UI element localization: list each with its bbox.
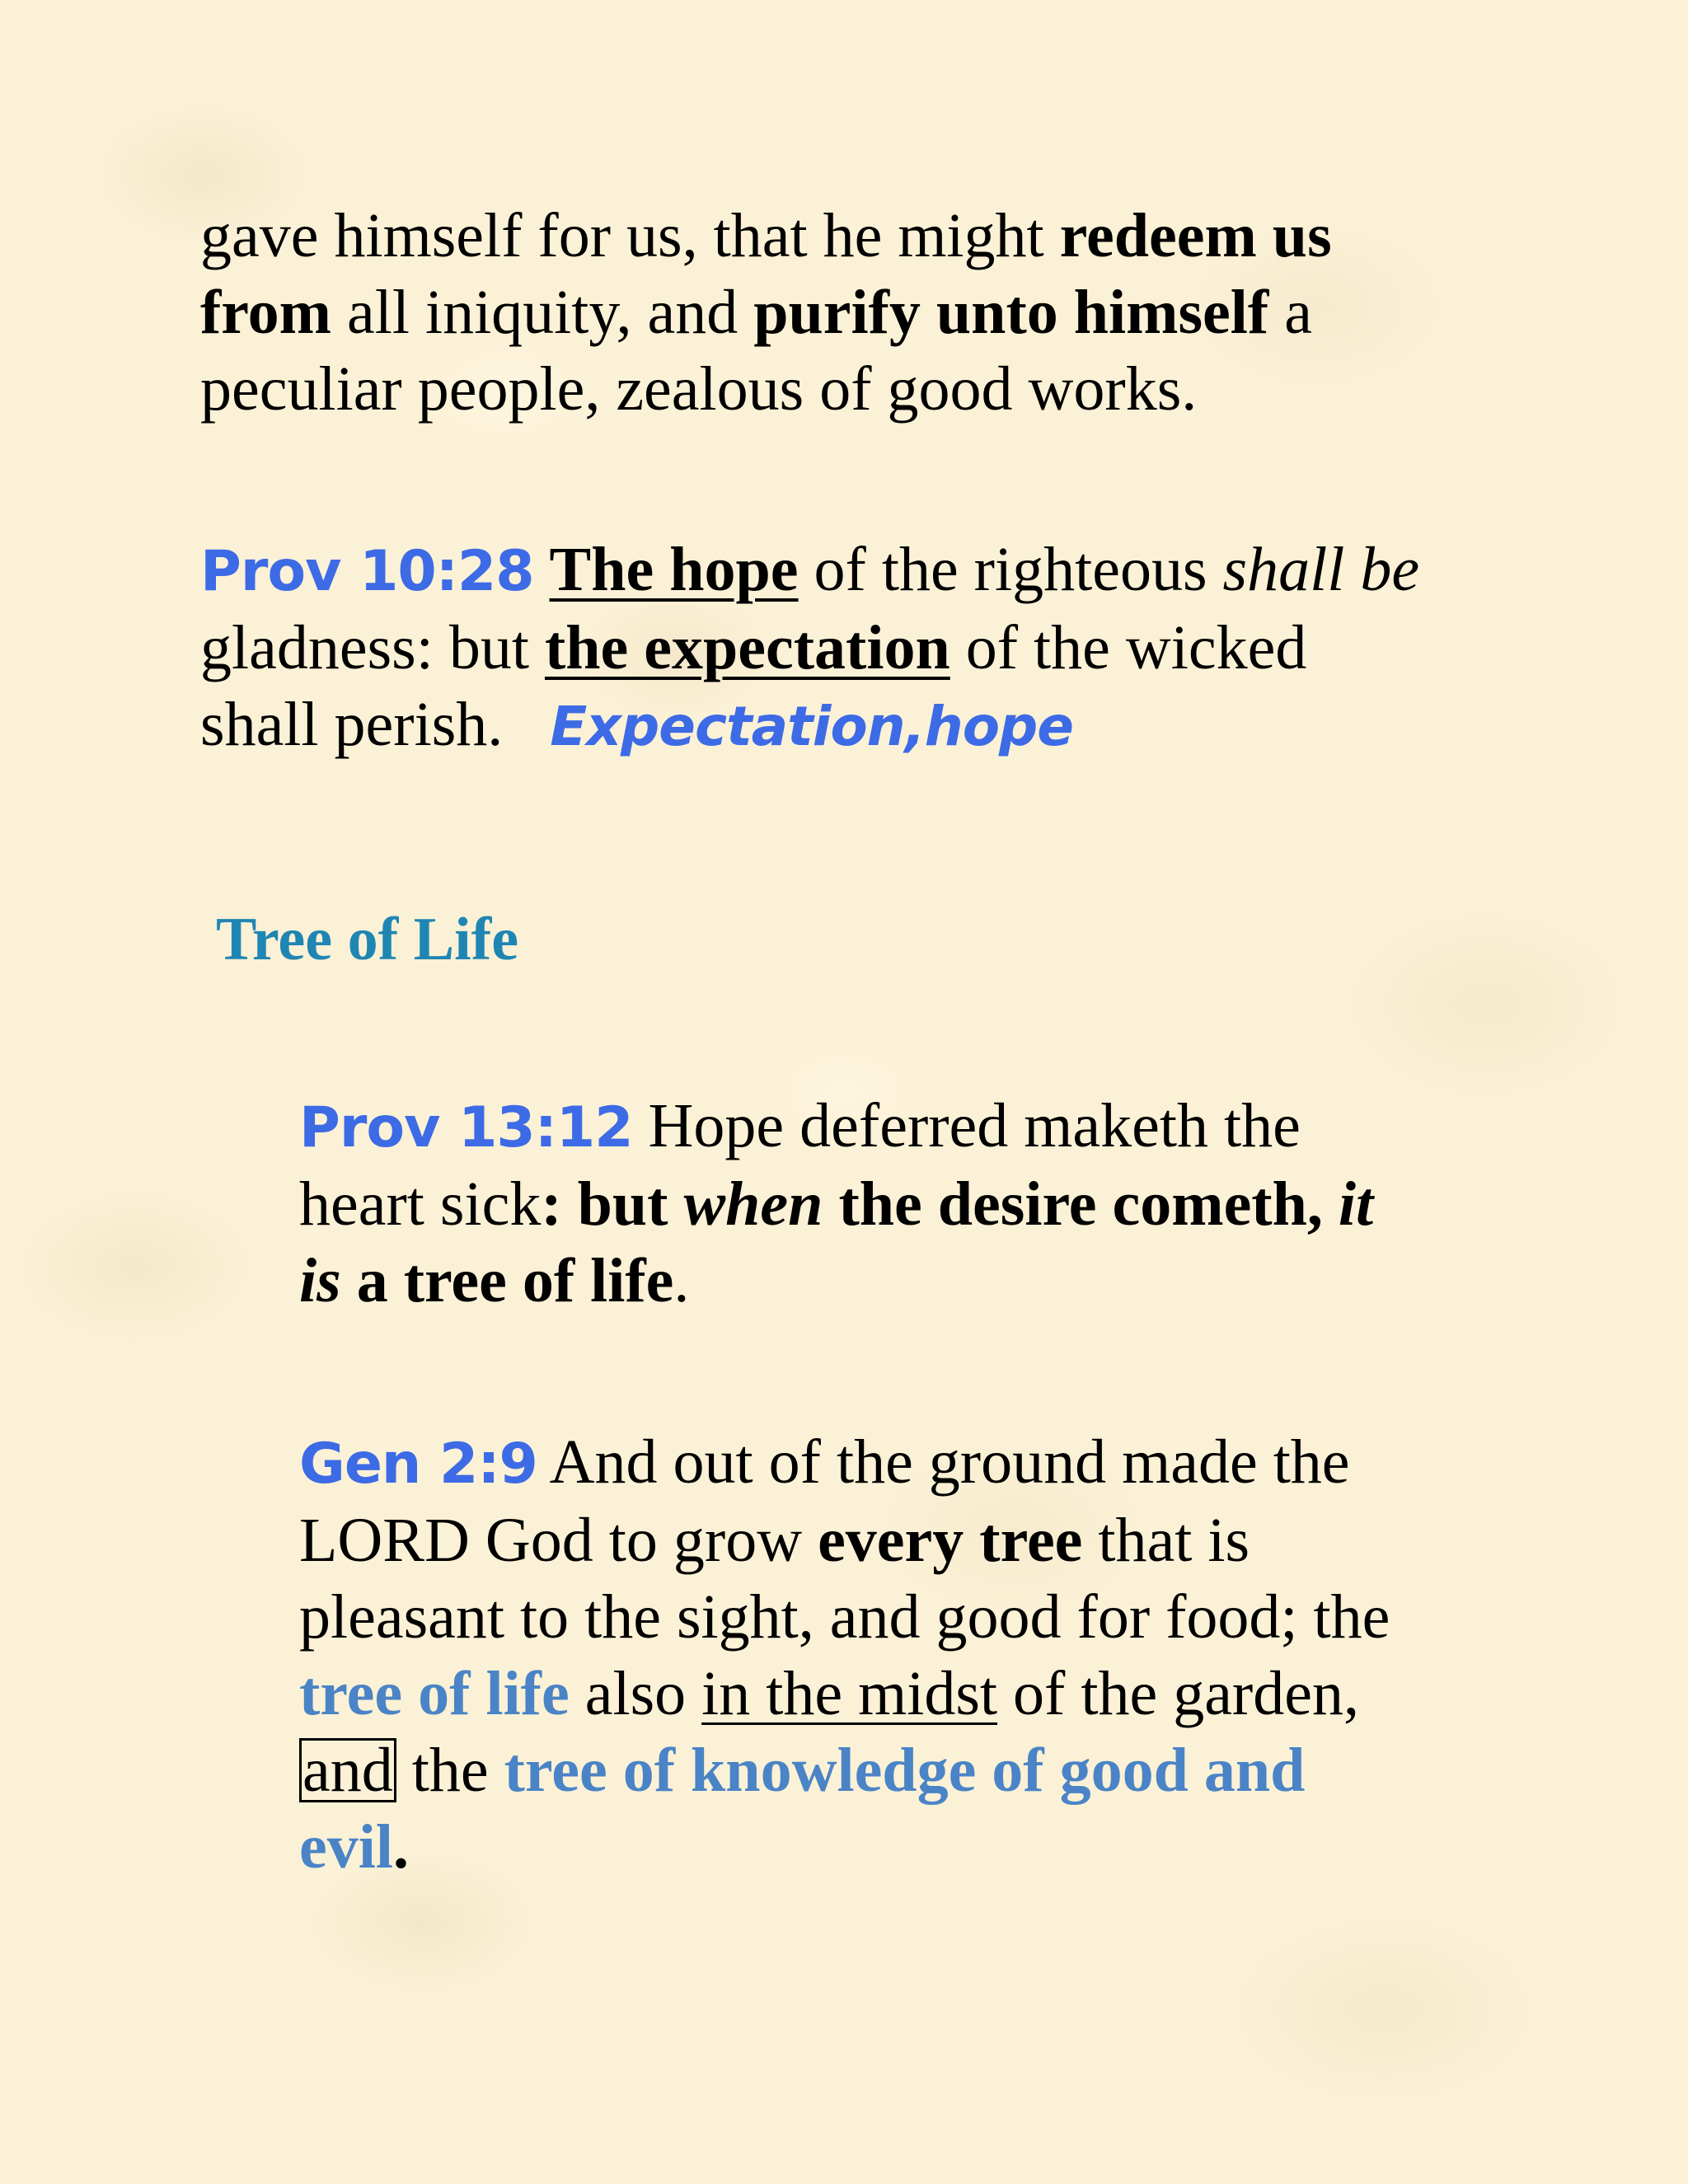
- verse-line: and the tree of knowledge of good and: [299, 1732, 1390, 1809]
- verse-prov-13-12: [299, 1088, 1373, 1319]
- passage-continuation: [200, 198, 1332, 428]
- section-heading: Tree of Life: [216, 906, 519, 973]
- verse-reference: Gen 2:9: [299, 1432, 537, 1497]
- passage-line-3: peculiar people, zealous of good works.: [200, 354, 1198, 424]
- verse-reference: Prov 10:28: [200, 539, 534, 604]
- boxed-word: and: [299, 1738, 396, 1802]
- verse-line: Gen 2:9 And out of the ground made the: [299, 1427, 1350, 1497]
- verse-line: tree of life also in the midst of the garden,: [299, 1659, 1359, 1728]
- passage-line-2: from all iniquity, and purify unto himself a: [200, 278, 1312, 347]
- verse-line: pleasant to the sight, and good for food; the: [299, 1582, 1390, 1652]
- verse-gen-2-9: [299, 1424, 1390, 1886]
- verse-note: Expectation,hope: [550, 695, 1074, 758]
- verse-line: Prov 10:28 The hope of the righteous shall be: [200, 535, 1420, 604]
- verse-line: heart sick: but when the desire cometh, it: [299, 1169, 1374, 1239]
- verse-line: is a tree of life.: [299, 1246, 690, 1315]
- passage-line-1: gave himself for us, that he might redeem us: [200, 201, 1332, 270]
- verse-line: LORD God to grow every tree that is: [299, 1506, 1250, 1575]
- verse-prov-10-28: [200, 532, 1419, 765]
- verse-line: Prov 13:12 Hope deferred maketh the: [299, 1091, 1301, 1160]
- verse-line: evil.: [299, 1812, 409, 1882]
- verse-reference: Prov 13:12: [299, 1095, 633, 1160]
- verse-line: gladness: but the expectation of the wicked: [200, 613, 1307, 682]
- verse-line: shall perish. Expectation,hope: [200, 690, 1074, 759]
